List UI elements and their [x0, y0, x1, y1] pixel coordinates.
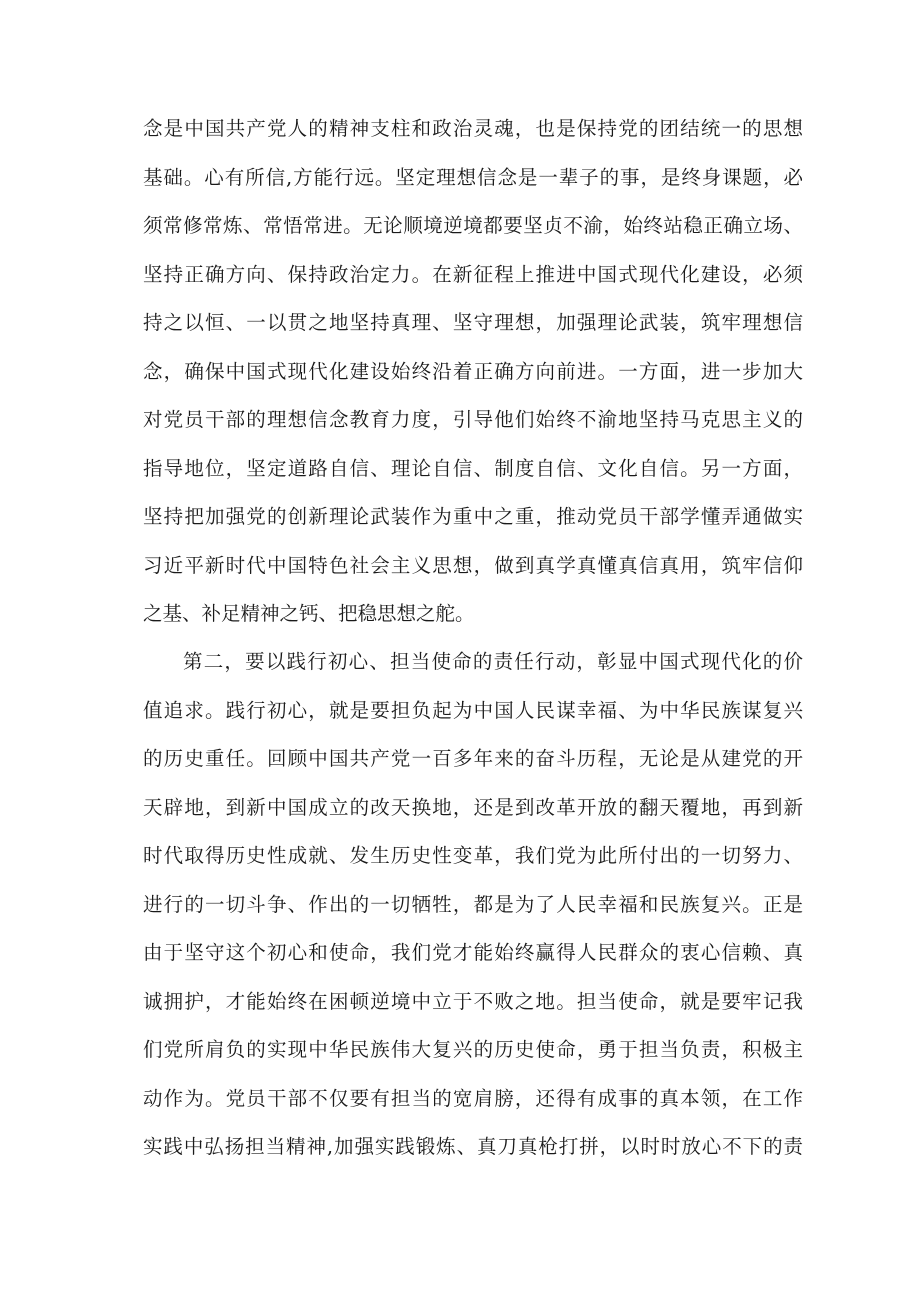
text-line: 指导地位，坚定道路自信、理论自信、制度自信、文化自信。另一方面， [143, 456, 803, 480]
text-line: 们党所肩负的实现中华民族伟大复兴的历史使命，勇于担当负责，积极主 [143, 1038, 803, 1061]
text-line: 念，确保中国式现代化建设始终沿着正确方向前进。一方面，进一步加大 [143, 359, 803, 383]
text-line: 持之以恒、一以贯之地坚持真理、坚守理想，加强理论武装，筑牢理想信 [143, 311, 803, 334]
text-line: 天辟地，到新中国成立的改天换地，还是到改革开放的翻天覆地，再到新 [143, 795, 803, 819]
text-line: 进行的一切斗争、作出的一切牺牲，都是为了人民幸福和民族复兴。正是 [143, 892, 803, 916]
text-line: 由于坚守这个初心和使命，我们党才能始终赢得人民群众的衷心信赖、真 [143, 941, 803, 964]
text-line: 动作为。党员干部不仅要有担当的宽肩膀，还得有成事的真本领，在工作 [143, 1086, 803, 1110]
text-line: 诚拥护，才能始终在困顿逆境中立于不败之地。担当使命，就是要牢记我 [143, 989, 803, 1013]
text-line-first: 第二，要以践行初心、担当使命的责任行动，彰显中国式现代化的价 [183, 650, 803, 673]
text-line: 念是中国共产党人的精神支柱和政治灵魂，也是保持党的团结统一的思想 [143, 117, 803, 140]
text-line: 对党员干部的理想信念教育力度，引导他们始终不渝地坚持马克思主义的 [143, 408, 803, 431]
text-line: 习近平新时代中国特色社会主义思想，做到真学真懂真信真用，筑牢信仰 [143, 553, 803, 577]
paragraph-ideals-and-beliefs [143, 105, 803, 639]
text-line: 的历史重任。回顾中国共产党一百多年来的奋斗历程，无论是从建党的开 [143, 747, 803, 770]
text-line: 值追求。践行初心，就是要担负起为中国人民谋幸福、为中华民族谋复兴 [143, 698, 803, 722]
text-line-last: 之基、补足精神之钙、把稳思想之舵。 [143, 602, 475, 625]
text-line: 须常修常炼、常悟常进。无论顺境逆境都要坚贞不渝，始终站稳正确立场、 [143, 214, 803, 237]
text-line: 实践中弘扬担当精神,加强实践锻炼、真刀真枪打拼，以时时放心不下的责 [143, 1135, 803, 1158]
paragraph-second-point [143, 638, 803, 1172]
text-line: 基础。心有所信,方能行远。坚定理想信念是一辈子的事，是终身课题，必 [143, 165, 803, 189]
text-line: 坚持把加强党的创新理论武装作为重中之重，推动党员干部学懂弄通做实 [143, 505, 803, 528]
text-line: 坚持正确方向、保持政治定力。在新征程上推进中国式现代化建设，必须 [143, 262, 803, 286]
text-line: 时代取得历史性成就、发生历史性变革，我们党为此所付出的一切努力、 [143, 844, 803, 867]
